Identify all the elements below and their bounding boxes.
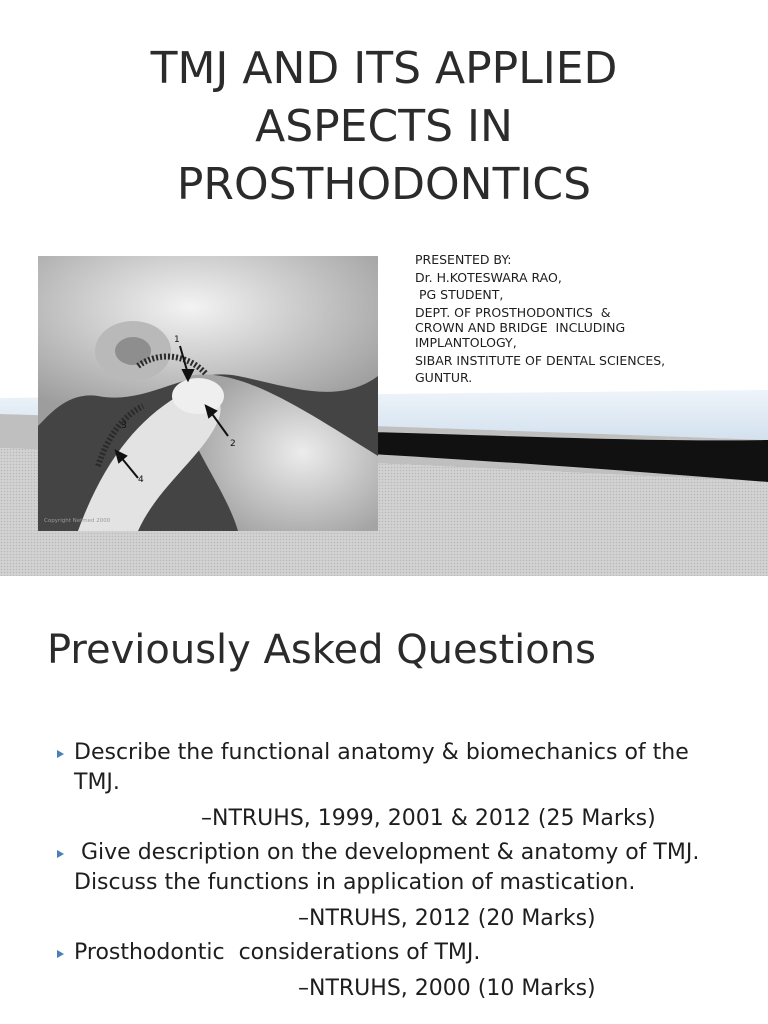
question-text: Prosthodontic considerations of TMJ. <box>74 940 481 965</box>
question-source: –NTRUHS, 1999, 2001 & 2012 (25 Marks) <box>201 806 656 831</box>
presenter-block <box>415 251 760 387</box>
question-item <box>0 738 768 834</box>
questions-title: Previously Asked Questions <box>47 627 596 673</box>
presenter-line: PRESENTED BY: <box>415 252 512 267</box>
slide-title <box>60 40 708 214</box>
presenter-line: PG STUDENT, <box>415 287 504 302</box>
presenter-line: DEPT. OF PROSTHODONTICS & <box>415 304 611 320</box>
bullet-arrow-icon <box>57 850 64 858</box>
presenter-line: CROWN AND BRIDGE INCLUDING <box>415 320 626 335</box>
question-text: Give description on the development & anatomy of TMJ. Discuss the functions in application of mastication. <box>74 840 707 895</box>
presenter-line: IMPLANTOLOGY, <box>415 335 517 350</box>
question-text: Describe the functional anatomy & biomechanics of the TMJ. <box>74 740 696 795</box>
image-label-2: 2 <box>230 439 236 449</box>
image-label-4: 4 <box>138 475 144 485</box>
presenter-line: SIBAR INSTITUTE OF DENTAL SCIENCES, <box>415 352 666 368</box>
title-line-2: ASPECTS IN <box>255 101 513 152</box>
image-label-1: 1 <box>174 335 180 345</box>
tmj-photo <box>38 256 378 531</box>
question-list <box>0 738 768 1004</box>
questions-slide <box>0 576 768 1024</box>
image-caption: Copyright Netmed 2000 <box>44 518 111 524</box>
title-line-1: TMJ AND ITS APPLIED <box>150 43 618 94</box>
question-source: –NTRUHS, 2012 (20 Marks) <box>298 906 596 931</box>
question-item <box>0 838 768 934</box>
title-line-3: PROSTHODONTICS <box>176 159 592 210</box>
bullet-arrow-icon <box>57 950 64 958</box>
question-source: –NTRUHS, 2000 (10 Marks) <box>298 976 596 1001</box>
presenter-line: GUNTUR. <box>415 370 473 385</box>
question-item <box>0 938 768 1004</box>
image-label-3: 3 <box>121 421 127 431</box>
presenter-line: Dr. H.KOTESWARA RAO, <box>415 269 562 285</box>
bullet-arrow-icon <box>57 750 64 758</box>
